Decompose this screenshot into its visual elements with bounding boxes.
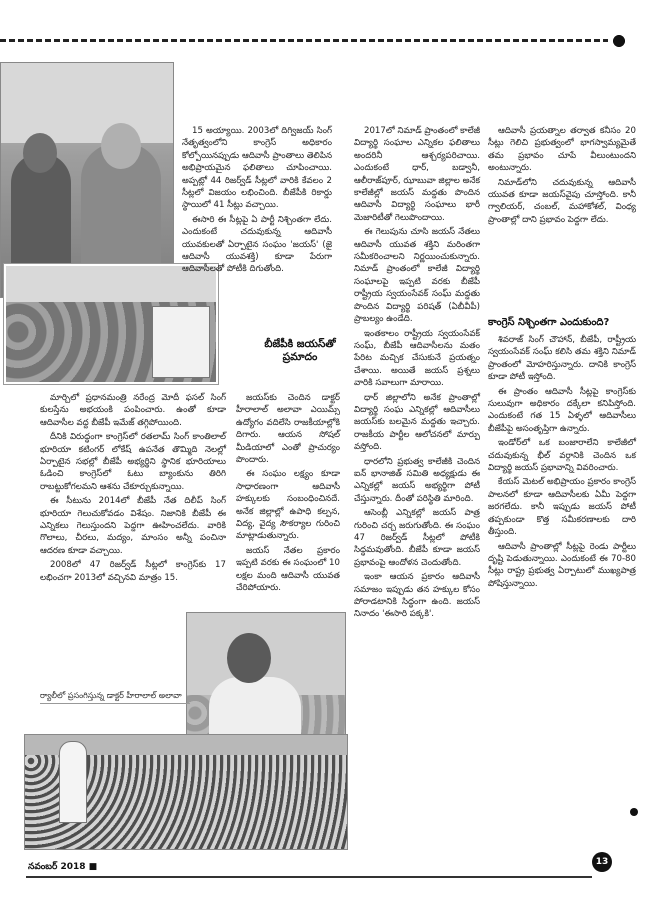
paragraph: నిమాడ్‌లోని చదువుకున్న ఆదివాసీ యువత కూడా జయస్‌వైపు చూస్తోంది. కానీ గ్వాలియర్, చంబల్, మహాకోశల్, వింధ్య ప్రాంతాల్లో దాని ప్రభావం పెద్దగా లేదు. [488,177,636,225]
paragraph: ఇండోర్‌లో ఒక బంజారాలేని కాలేజీలో చదువుకున్న భీల్ వర్గానికి చెందిన ఒక విద్యార్థి జయస్ ప్రభావాన్ని వివరించారు. [488,438,636,474]
paragraph: ఈ ప్రాంతం ఆదివాసీ సీట్లపై కాంగ్రెస్‌కు సులువుగా అధికారం దక్కేలా కనిపిస్తోంది. ఎందుకంటే గత 15 ఏళ్ళలో ఆదివాసీలు బీజేపీపై అసంతృప్తిగా ఉన్నారు. [488,386,636,434]
paragraph: ధార్ జిల్లాలోని అనేక ప్రాంతాల్లో విద్యార్థి సంఘ ఎన్నికల్లో ఆదివాసీలు జయస్‌కు బలమైన మద్దతు ఇచ్చారు. రాజకీయ పార్టీల ఆలోచనలో మార్పు వస్తోంది. [354,392,480,453]
issue-label: నవంబర్ 2018 ■ [28,862,98,872]
paragraph: 2008లో 47 రిజర్వ్‌డ్ సీట్లలో కాంగ్రెస్‌కు 17 లభించగా 2013లో వచ్చినవి మాత్రం 15. [40,560,226,583]
border-pattern [0,39,608,42]
paragraph: జయస్ నేతల ప్రకారం ఇప్పటి వరకు ఈ సంఘంలో 10 లక్షల మంది ఆదివాసీ యువత చేరిపోయారు. [236,545,340,594]
border-end-ornament [608,34,630,48]
paragraph: మార్చిలో ప్రధానమంత్రి నరేంద్ర మోదీ ఫసల్ సింగ్ కులస్తేను అభయంకి పంపించారు. ఉంతో కూడా ఆదివాసీల వద్ద బీజేపీ ఇమేజ్ తగ్గిపోయింది. [40,393,226,428]
column-4-top [488,125,636,228]
leaders-photo [0,62,174,298]
group-photo [4,264,218,384]
column-3 [354,125,480,623]
paragraph: ఆదివాసీ ప్రాంతాల్లో సీట్లపై రెండు పార్టీలు దృష్టి పెడుతున్నాయి. ఎందుకంటే ఈ 70-80 సీట్లు రాష్ట్ర ప్రభుత్వ ఏర్పాటులో ముఖ్యపాత్ర పోషిస్తున్నాయి. [488,541,636,589]
rally-crowd-photo [24,734,348,850]
photo-caption [40,690,190,704]
paragraph: ఆదివాసీ ప్రయత్నాల తర్వాత కనీసం 20 సీట్లు గెలిచి ప్రభుత్వంలో భాగస్వామ్యమైతే తమ ప్రభావం చూపే వీలుంటుందని అంటున్నారు. [488,126,636,174]
paragraph: ఇంతకాలం రాష్ట్రీయ స్వయంసేవక్ సంఘ్, బీజేపీ ఆదివాసీలను మతం పేరిట మచ్చిక చేసుకునే ప్రయత్నం చేశాయి. అయితే జయస్ ప్రశ్నలు వారికి సవాలుగా మారాయి. [354,328,480,389]
column-1-bottom [40,392,226,586]
paragraph: ధారలోని ప్రభుత్వ కాలేజీకి చెందిన ఐన్ భానాజిత్ సమితి అధ్యక్షుడు ఈ ఎన్నికల్లో జయస్ అభ్యర్థిగా పోటీ చేస్తున్నారు. దీంతో పరిస్థితి మారింది. [354,456,480,504]
end-bullet [630,808,638,816]
paragraph: ఆసెంబ్లీ ఎన్నికల్లో జయస్ పాత్ర గురించి చర్చ జరుగుతోంది. ఈ సంఘం 47 రిజర్వ్‌డ్ సీట్లలో పోటీకి సిద్ధమవుతోంది. బీజేపీ కూడా జయస్ ప్రభావంపై ఆందోళన చెందుతోంది. [354,508,480,568]
footer-rule [26,876,592,878]
paragraph: 15 అయ్యాయి. 2003లో దిగ్విజయ్ సింగ్ నేతృత్వంలోని కాంగ్రెస్ అధికారం కోల్పోయినప్పుడు ఆదివాసీ ప్రాంతాలు తెలిపిన అభిప్రాయమైన ఫలితాలు చూపించాయి. అప్పట్లో 44 రిజర్వ్‌డ్ సీట్లలో వారికి కేవలం 2 సీట్లలో విజయం లభించింది. బీజేపీకి రికార్డు స్థాయిలో 41 సీట్లు వచ్చాయి. [182,126,332,211]
paragraph: శివరాజ్ సింగ్ చౌహాన్, బీజేపీ, రాష్ట్రీయ స్వయంసేవక్ సంఘ్ కలిసి తమ శక్తిని నిమాడ్ ప్రాంతంలో మోహరిస్తున్నారు. దానికి కాంగ్రెస్ కూడా పోటీ ఇస్తోంది. [488,335,636,383]
paragraph: ఇంకా ఆయన ప్రకారం ఆదివాసీ సమాజం ఇప్పుడు తన హక్కుల కోసం పోరాడటానికి సిద్ధంగా ఉంది. జయస్ నినాదం 'ఈసారి పక్కకి'. [354,572,480,620]
section-heading-congress: కాంగ్రెస్ నిశ్చింతగా ఎందుకుంది? [488,317,610,328]
paragraph: కేయస్ మెటల్ అభిప్రాయం ప్రకారం కాంగ్రెస్ పాలనలో కూడా ఆదివాసీలకు ఏమీ పెద్దగా జరగలేదు. కానీ ఇప్పుడు జయస్ పోటీ తప్పకుండా కొత్త సమీకరణాలకు దారి తీస్తుంది. [488,477,636,538]
section-heading-bjp: బీజేపీకి జయస్‌తో ప్రమాదం [264,338,336,363]
paragraph: దీనికి విరుద్ధంగా కాంగ్రెస్‌లో రతలామ్ సింగ్ కాంతిలాల్ భూరియా కటింగర్ లోకేష్ ఉపనేత తొమ్మిది నెలల్లో ఏర్పాటైన సభల్లో బీజేపీ అభ్యర్థిని స్థానిక భూరియాలు ఓడించి కాంగ్రెస్‌లో ఓటు బ్యాంకును తిరిగి రాబట్టుకోగలమని ఆశను చేకూర్చుకున్నాయి. [40,432,226,492]
speaker-photo [186,612,346,736]
top-decorative-border [0,34,660,48]
column-1-top [182,125,332,278]
paragraph: ఈ సంఘం లక్ష్యం కూడా సాధారణంగా ఆదివాసీ హక్కులకు సంబంధించినదే. అనేక జిల్లాల్లో ఉపాధి కల్పన, విద్య, వైద్య సౌకర్యాల గురించి మాట్లాడుతున్నారు. [236,469,340,542]
photo-caption-text: ర్యాలీలో ప్రసంగిస్తున్న డాక్టర్ హీరాలాల్ అలావా [40,690,190,704]
page-number: 13 [592,852,612,872]
paragraph: జయస్‌కు చెందిన డాక్టర్ హీరాలాల్ అలావా ఎయిమ్స్ ఉద్యోగం వదిలేసి రాజకీయాల్లోకి దిగారు. ఆయన సోషల్ మీడియాలో ఎంతో ప్రాచుర్యం పొందారు. [236,393,340,466]
paragraph: ఈసారి ఈ సీట్లపై ఏ పార్టీ నిశ్చింతగా లేదు. ఎందుకంటే చదువుకున్న ఆదివాసీ యువకులతో ఏర్పాటైన సంఘం 'జయస్' (జై ఆదివాసీ యువశక్తి) కూడా పేరుగా ఆదివాసీలతో పోటీకి దిగుతోంది. [182,214,332,275]
paragraph: ఈ సీటును 2014లో బీజేపీ నేత దిలీప్ సింగ్ భూరియా గెలుచుకోవడం విశేషం. నిజానికి బీజేపీ ఈ ఎన్నికలు గెలుస్తుందని పెద్దగా ఊహించలేదు. వారికి గొలాలు, చీరలు, మద్యం, మాంసం అన్నీ పంచినా ఆదరణ కూడా వచ్చాయి. [40,496,226,556]
column-2 [236,392,340,597]
paragraph: ఈ గెలుపును చూసి జయస్ నేతలు ఆదివాసీ యువత శక్తిని మరింతగా సమీకరించాలని నిర్ణయించుకున్నారు. నిమాడ్ ప్రాంతంలో కాలేజీ విద్యార్థి సంఘాలపై ఇప్పటి వరకు బీజేపీ రాష్ట్రీయ స్వయంసేవక్ సంఘ్ మద్దతు పొందిన విద్యార్థి పరిషత్ (ఏబీవీపీ) ప్రాబల్యం ఉండేది. [354,227,480,325]
paragraph: 2017లో నిమాడ్ ప్రాంతంలో కాలేజీ విద్యార్థి సంఘాల ఎన్నికల ఫలితాలు అందరినీ ఆశ్చర్యపరిచాయి. ఎందుకంటే ధార్, బడ్వానీ, ఆలీరాజ్‌పూర్, ఝాబువా జిల్లాల అనేక కాలేజీల్లో జయస్ మద్దతు పొందిన ఆదివాసీ విద్యార్థి సంఘాలు భారీ మెజారిటీతో గెలుపొందాయి. [354,126,480,223]
column-4-bottom [488,334,636,592]
